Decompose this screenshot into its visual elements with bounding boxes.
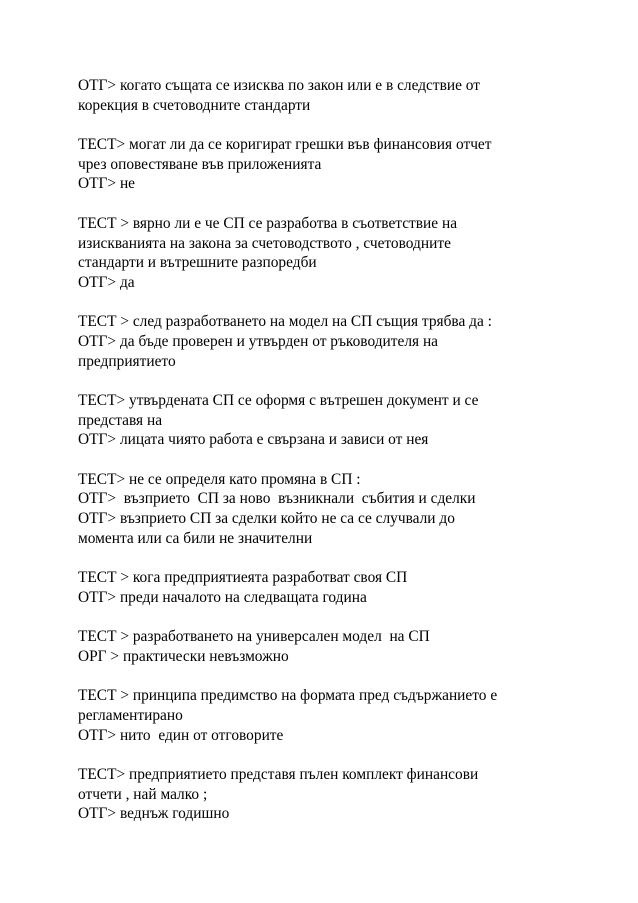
text-line: ОТГ> не (78, 175, 136, 193)
text-line: ТЕСТ > вярно ли е че СП се разработва в съответствие на (78, 214, 458, 232)
qa-block (78, 765, 578, 824)
text-line: ОРГ > практически невъзможно (78, 647, 289, 665)
qa-block (78, 76, 578, 115)
text-line: отчети , най малко ; (78, 785, 208, 803)
text-line: ТЕСТ> не се определя като промяна в СП : (78, 470, 361, 488)
text-line: ТЕСТ > кога предприятиеята разработват своя СП (78, 569, 408, 587)
text-line: ТЕСТ> предприятието представя пълен комплект финансови (78, 766, 479, 784)
qa-block (78, 627, 578, 666)
qa-block (78, 470, 578, 549)
qa-block (78, 568, 578, 607)
text-line: чрез оповестяване във приложенията (78, 155, 322, 173)
text-line: ОТГ> да (78, 273, 135, 291)
text-line: ОТГ> когато същата се изисква по закон или е в следствие от (78, 77, 480, 94)
text-line: предприятието (78, 352, 176, 370)
text-line: регламентирано (78, 707, 183, 724)
text-line: ОТГ> да бъде проверен и утвърден от ръководителя на (78, 332, 439, 350)
text-line: ОТГ> лицата чиято работа е свързана и зависи от нея (78, 431, 429, 449)
text-line: ОТГ> веднъж годишно (78, 805, 230, 823)
text-line: ТЕСТ > разработването на универсален модел на СП (78, 628, 430, 646)
qa-block (78, 135, 578, 194)
text-line: ТЕСТ> могат ли да се коригират грешки във финансовия отчет (78, 136, 492, 154)
text-line: ТЕСТ > принципа предимство на формата пред съдържанието е (78, 687, 498, 705)
text-line: представя на (78, 411, 163, 429)
text-line: ОТГ> нито един от отговорите (78, 726, 284, 744)
text-line: ОТГ> възприето СП за сделки който не са се случвали до (78, 510, 455, 528)
text-line: ОТГ> възприето СП за ново възникнали събития и сделки (78, 490, 476, 508)
text-line: момента или са били не значителни (78, 529, 313, 547)
text-line: изискванията на закона за счетоводството , счетоводните (78, 234, 451, 252)
text-line: ТЕСТ > след разработването на модел на СП същия трябва да : (78, 313, 492, 331)
qa-block (78, 391, 578, 450)
text-line: стандарти и вътрешните разпоредби (78, 254, 317, 272)
text-line: ОТГ> преди началото на следващата година (78, 588, 367, 606)
qa-block (78, 686, 578, 745)
text-line: ТЕСТ> утвърдената СП се оформя с вътрешен документ и се (78, 392, 479, 409)
qa-block (78, 312, 578, 371)
qa-block (78, 214, 578, 293)
text-line: корекция в счетоводните стандарти (78, 96, 311, 114)
document-body (78, 76, 578, 844)
